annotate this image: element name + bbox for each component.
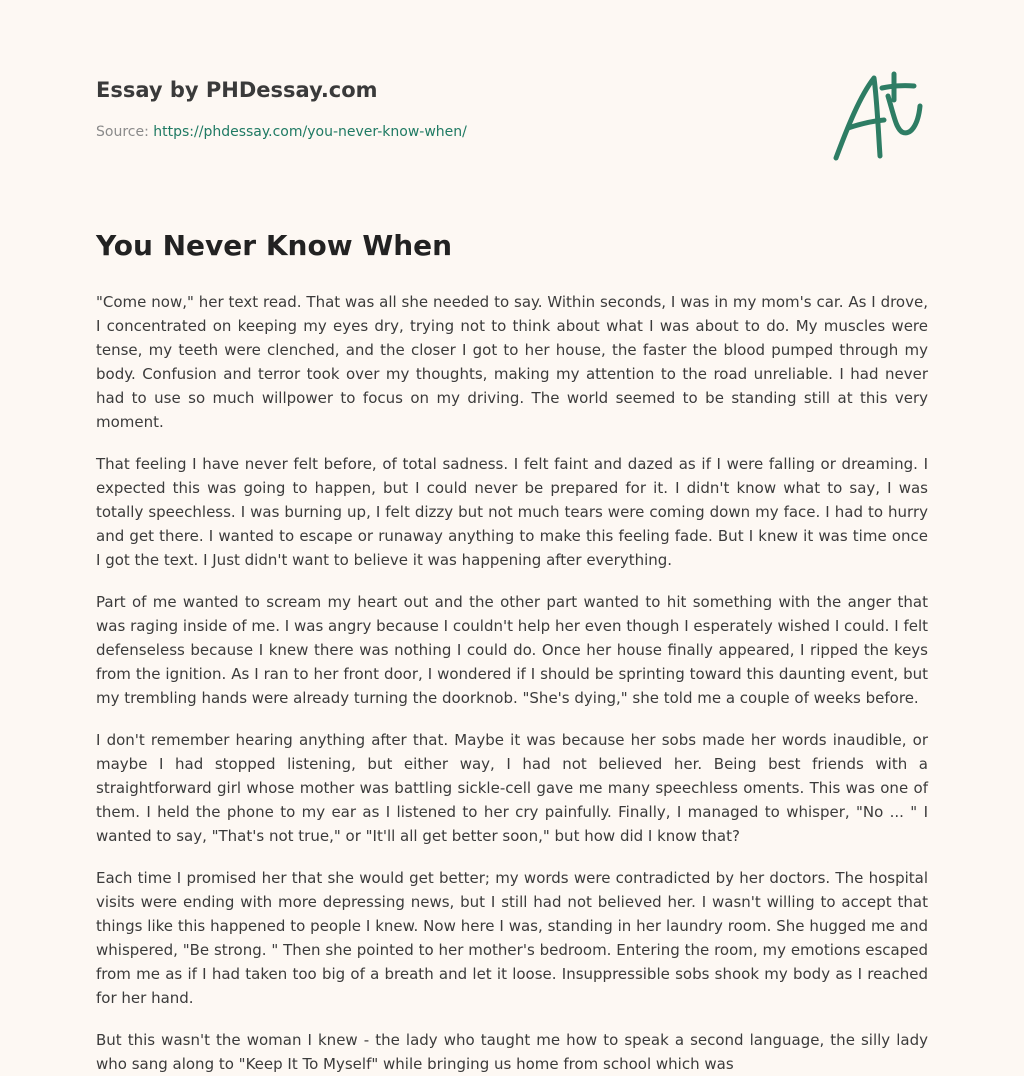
site-brand: Essay by PHDessay.com <box>96 78 378 102</box>
source-line <box>96 124 467 140</box>
essay-paragraph: Part of me wanted to scream my heart out and the other part wanted to hit something with the anger that was raging inside of me. I was angry because I couldn't help her even though I esperately wished I could. I felt defenseless because I knew there was nothing I could do. Once her house finally appeared, I ripped the keys from the ignition. As I ran to her front door, I wondered if I should be sprinting toward this daunting event, but my trembling hands were already turning the doorknob. "She's dying," she told me a couple of weeks before. <box>96 593 928 707</box>
essay-paragraph: Each time I promised her that she would get better; my words were contradicted by her doctors. The hospital visits were ending with more depressing news, but I still had not believed her. I wasn't willing to accept that things like this happened to people I knew. Now here I was, standing in her laundry room. She hugged me and whispered, "Be strong. " Then she pointed to her mother's bedroom. Entering the room, my emotions escaped from me as if I had taken too big of a breath and let it loose. Insuppressible sobs shook my body as I reached for her hand. <box>96 869 928 1007</box>
essay-paragraph: "Come now," her text read. That was all she needed to say. Within seconds, I was in my mom's car. As I drove, I concentrated on keeping my eyes dry, trying not to think about what I was about to do. My muscles were tense, my teeth were clenched, and the closer I got to her house, the faster the blood pumped through my body. Confusion and terror took over my thoughts, making my attention to the road unreliable. I had never had to use so much willpower to focus on my driving. The world seemed to be standing still at this very moment. <box>96 293 928 431</box>
source-label: Source: <box>96 124 154 140</box>
source-link[interactable]: https://phdessay.com/you-never-know-when/ <box>153 124 467 140</box>
a-plus-grade-icon <box>822 66 932 166</box>
essay-body <box>96 290 928 1076</box>
essay-paragraph: But this wasn't the woman I knew - the lady who taught me how to speak a second language, the silly lady who sang along to "Keep It To Myself" while bringing us home from school which was <box>96 1031 928 1073</box>
page-header <box>96 0 928 200</box>
essay-paragraph: That feeling I have never felt before, of total sadness. I felt faint and dazed as if I were falling or dreaming. I expected this was going to happen, but I could never be prepared for it. I didn't know what to say, I was totally speechless. I was burning up, I felt dizzy but not much tears were coming down my face. I had to hurry and get there. I wanted to escape or runaway anything to make this feeling fade. But I knew it was time once I got the text. I Just didn't want to believe it was happening after everything. <box>96 455 928 569</box>
essay-title: You Never Know When <box>96 229 453 262</box>
essay-paragraph: I don't remember hearing anything after that. Maybe it was because her sobs made her words inaudible, or maybe I had stopped listening, but either way, I had not believed her. Being best friends with a straightforward girl whose mother was battling sickle-cell gave me many speechless oments. This was one of them. I held the phone to my ear as I listened to her cry painfully. Finally, I managed to whisper, "No ... " I wanted to say, "That's not true," or "It'll all get better soon," but how did I know that? <box>96 731 928 845</box>
